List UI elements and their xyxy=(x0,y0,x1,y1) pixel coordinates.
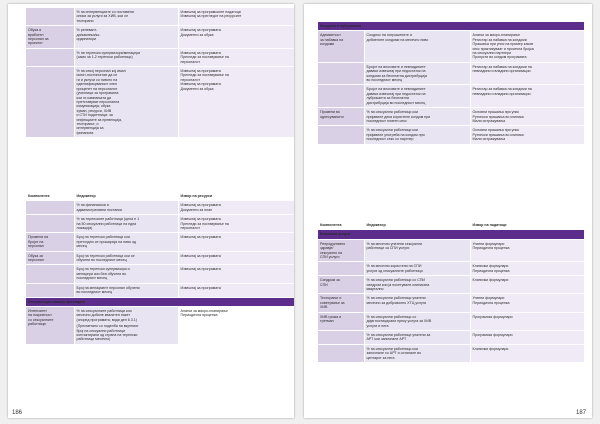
cell-line: Периодична проценка xyxy=(472,300,510,305)
cell-line: ХИВ грижа и xyxy=(320,314,342,319)
cell-line: Документи за обука xyxy=(180,32,214,37)
source-cell xyxy=(178,283,294,297)
cell-line: услуги и нега xyxy=(366,323,389,328)
right-clinical-table xyxy=(318,221,585,363)
cell-line: за набавка на xyxy=(320,37,344,42)
cell-line: претставуват персонална xyxy=(76,99,120,104)
cell-line: Регистар за набавка на кондоми xyxy=(472,37,527,42)
cell-line: Рутински прашања во клиника xyxy=(472,132,524,137)
cell-line: Извештај за програмата xyxy=(180,82,221,87)
cell-line: локација) xyxy=(76,226,93,231)
header-source: Извор на ресурси xyxy=(178,192,294,201)
cell-line: Извештај за програмата xyxy=(180,253,221,258)
cell-line: дијагностицирани преку услуга за ХИВ xyxy=(366,319,432,324)
component-cell xyxy=(318,126,364,144)
cell-line: Прашања при унос на пример каков xyxy=(472,42,533,47)
page-number-right: 187 xyxy=(575,410,586,416)
component-cell xyxy=(318,108,364,126)
table-row xyxy=(318,108,584,126)
cell-line: последниот платен секс xyxy=(366,118,407,123)
section-header-peer xyxy=(26,297,294,306)
table-row xyxy=(318,344,584,362)
cell-line: синдром кои ја посетувале клиниката xyxy=(366,282,430,287)
source-cell xyxy=(178,306,294,344)
cell-line: Основни прашања при упис xyxy=(472,110,520,115)
cell-line: инфекциите за превенција, xyxy=(76,117,122,122)
source-cell xyxy=(470,108,584,126)
cell-line: во последниот месец xyxy=(366,78,403,83)
source-cell xyxy=(470,126,584,144)
cell-line: број на сексуални работници xyxy=(76,328,126,333)
cell-line: пријавиле употреба на кондом при xyxy=(366,132,425,137)
table-row xyxy=(318,62,584,85)
cell-line: работници за СПИ услуги xyxy=(366,246,410,251)
indicator-cell xyxy=(74,265,178,283)
indicator-cell xyxy=(74,306,178,344)
cell-line: невладини и владини организации xyxy=(472,91,531,96)
cell-line: Програмски формулари xyxy=(472,332,513,337)
cell-line: ХИВ xyxy=(320,305,328,310)
header-component: Компонента xyxy=(318,221,364,230)
component-cell xyxy=(318,344,364,362)
cell-line: проценет на персоналот xyxy=(76,86,118,91)
cell-line: последниот секс со партнер xyxy=(366,137,414,142)
left-top-table xyxy=(26,8,294,138)
cell-line: Бројот на влоговите и невладините xyxy=(366,87,426,92)
source-cell xyxy=(470,31,584,62)
cell-line: Адекватност xyxy=(320,33,341,38)
cell-line: Извештај за програмата xyxy=(180,267,221,272)
cell-line: Број на теренски работници кои xyxy=(76,235,130,240)
table-row xyxy=(318,262,584,276)
table-row xyxy=(26,233,294,251)
cell-line: (според програмата, види дел 6.3.1) xyxy=(76,317,137,322)
cell-line: работници xyxy=(28,322,46,327)
table-row xyxy=(26,265,294,283)
header-indicator: Индикатор xyxy=(74,192,178,201)
cell-line: Упатни формулари xyxy=(472,241,505,246)
cell-line: Клинички формулари xyxy=(472,278,509,283)
cell-line: на сексуални партнери xyxy=(472,51,512,56)
table-row xyxy=(318,294,584,312)
header-indicator: Индикатор xyxy=(364,221,470,230)
table-row xyxy=(26,283,294,297)
cell-line: кои ги кампањата да xyxy=(76,95,112,100)
cell-line: третман xyxy=(320,319,334,324)
indicator-cell xyxy=(364,108,470,126)
source-cell xyxy=(470,312,584,330)
cell-line: со сексуалните xyxy=(28,317,54,322)
source-cell xyxy=(178,48,294,66)
indicator-cell xyxy=(74,283,178,297)
cell-line: интервенција за xyxy=(76,126,104,131)
cell-line: Промена на xyxy=(28,235,49,240)
source-cell xyxy=(178,26,294,49)
cell-line: Периодична проценка xyxy=(472,246,510,251)
cell-line: (само за 1-2 теренски работници) xyxy=(76,55,133,60)
cell-line: АРТ кои започнале АРТ xyxy=(366,337,407,342)
indicator-cell xyxy=(364,85,470,108)
cell-line: Документи за план xyxy=(180,207,213,212)
source-cell xyxy=(470,344,584,362)
cell-line: испит-постипогнат да се xyxy=(76,73,118,78)
cell-line: Клинички формулари xyxy=(472,346,509,351)
cell-line: бројот на xyxy=(28,239,44,244)
cell-line: % на интервенциите со поставени xyxy=(76,10,134,14)
indicator-cell xyxy=(364,330,470,344)
table-row xyxy=(318,330,584,344)
cell-line: Регистар за набавка на кондоми на xyxy=(472,64,532,69)
cell-line: на 50 сексуални работници на една xyxy=(76,221,137,226)
cell-line: менаџери кои беа обучени во xyxy=(76,271,127,276)
cell-line: Клинички формулари xyxy=(472,264,509,269)
component-cell xyxy=(318,85,364,108)
cell-line: % на сексуалните работници кои xyxy=(76,308,132,313)
table-row xyxy=(318,126,584,144)
cell-line: давачи извештај при недостаток на xyxy=(366,91,426,96)
cell-line: Интензитет xyxy=(28,308,47,313)
cell-line: персоналот xyxy=(180,77,200,82)
cell-line: СПИ xyxy=(320,282,328,287)
component-cell xyxy=(26,48,74,66)
component-cell xyxy=(26,215,74,233)
cell-line: давачи извештај при недостаток на xyxy=(366,69,426,74)
cell-line: месечно добиле квалитен пакет xyxy=(76,313,130,318)
table-row xyxy=(318,239,584,262)
component-cell xyxy=(26,283,74,297)
component-cell xyxy=(26,201,74,215)
cell-line: персоналот xyxy=(180,59,200,64)
indicator-cell xyxy=(364,276,470,294)
cell-line: % на сексуални работници со СПИ xyxy=(366,278,425,283)
cell-line: Извештај за програмата xyxy=(180,69,221,74)
cell-line: Основни прашања при упис xyxy=(472,128,520,133)
cell-line: Број на менаџмент персонал обучени xyxy=(76,285,140,290)
cell-line: секс практикуваат и просечна бројка xyxy=(472,46,534,51)
cell-line: Сооднос на потрошените и xyxy=(366,33,412,38)
cell-line: добиените кондоми на месечно ниво xyxy=(366,37,429,42)
source-cell xyxy=(470,62,584,85)
cell-line: Тестирање и xyxy=(320,296,342,301)
table-row xyxy=(26,306,294,344)
table-row xyxy=(26,48,294,66)
left-table-header xyxy=(26,192,294,201)
indicator-cell xyxy=(74,26,178,49)
table-row xyxy=(318,85,584,108)
indicator-cell xyxy=(364,344,470,362)
table-row xyxy=(26,251,294,265)
component-cell xyxy=(26,306,74,344)
cell-line: Мали истражувања xyxy=(472,137,506,142)
cell-line: кондоми за бесплатна дистрибуција xyxy=(366,73,427,78)
cell-line: Прегледи за поставување на xyxy=(180,221,229,226)
cell-line: Обука и xyxy=(28,28,42,33)
cell-line: % релевант- xyxy=(76,28,98,33)
cell-line: % на сексуални работници кои xyxy=(366,128,419,133)
table-row xyxy=(26,67,294,138)
right-page xyxy=(304,4,592,418)
cell-line: вработен xyxy=(28,32,44,37)
cell-line: Рутински прашања во клиника xyxy=(472,114,524,119)
indicator-cell xyxy=(364,126,470,144)
indicator-cell xyxy=(74,67,178,138)
indicator-cell xyxy=(74,251,178,265)
cell-line: % на теренските работници (цела е 1 xyxy=(76,217,140,222)
indicator-cell xyxy=(364,294,470,312)
cell-line: Извештај за програмата xyxy=(180,235,221,240)
cell-line: Алатки за микро-планирање xyxy=(472,33,520,38)
cell-line: услуги од сексуалните работници xyxy=(366,268,423,273)
component-cell xyxy=(318,312,364,330)
cell-line: месец xyxy=(76,244,87,249)
indicator-cell xyxy=(364,312,470,330)
cell-line: комуникација; обука xyxy=(76,104,111,109)
indicator-cell xyxy=(74,201,178,215)
cell-line: Периодична проценка xyxy=(180,313,218,318)
table-row xyxy=(26,26,294,49)
cell-line: дистрибуција во последниот месец xyxy=(366,100,426,105)
cell-line: персонал xyxy=(28,244,44,249)
cell-line: финансии. xyxy=(76,130,95,135)
cell-line: Извештај за програмата xyxy=(180,285,221,290)
component-cell xyxy=(318,239,364,262)
cell-line: % на сексуални работници кои xyxy=(366,346,419,351)
table-row xyxy=(318,312,584,330)
indicator-cell xyxy=(74,48,178,66)
indicator-cell xyxy=(364,239,470,262)
cell-line: % на сексуални работници со xyxy=(366,314,417,319)
cell-line: Програмски формулари xyxy=(472,314,513,319)
cell-line: претходно се проширија на ниво од xyxy=(76,239,137,244)
cell-line: квартално xyxy=(366,287,384,292)
cell-line: % на месечно упатени сексуални xyxy=(366,241,422,246)
indicator-cell xyxy=(364,62,470,85)
cell-line: ди/кампњи/ко- xyxy=(76,32,101,37)
cell-line: последниот месец xyxy=(76,276,108,281)
source-cell xyxy=(470,239,584,262)
cell-line: Број на теренски супервизори и xyxy=(76,267,130,272)
cell-line: Обука за xyxy=(28,253,43,258)
right-table-header xyxy=(318,221,584,230)
cell-line: Документи за обука xyxy=(180,86,214,91)
page-number-left: 186 xyxy=(12,410,23,416)
cell-line: (учесници за програмата: xyxy=(76,91,120,96)
source-cell xyxy=(178,251,294,265)
cell-line: работници месечно) xyxy=(76,337,111,342)
cell-line: Извештај за програмата xyxy=(180,217,221,222)
cell-line: % на сексуални работници упатени за xyxy=(366,332,431,337)
cell-line: Синдром за xyxy=(320,278,340,283)
section-title: Интервенции помеѓу врсниците xyxy=(26,297,294,306)
component-cell xyxy=(318,31,364,62)
source-cell xyxy=(178,67,294,138)
cell-line: описи за услуги за ХИВ, кои се xyxy=(76,14,129,19)
cell-line: советување за xyxy=(320,300,345,305)
cell-line: персоналот xyxy=(180,226,200,231)
left-indicator-table xyxy=(26,192,294,345)
cell-line: % на сексуални работници кои xyxy=(366,110,419,115)
cell-line: на покриеност xyxy=(28,313,52,318)
component-cell xyxy=(318,276,364,294)
component-cell xyxy=(26,8,74,26)
section-header-condoms xyxy=(318,22,584,31)
indicator-cell xyxy=(74,215,178,233)
cell-line: пријавиле дека користеле кондом при xyxy=(366,114,431,119)
cell-line: Извештај за програмските податоци xyxy=(180,10,241,14)
cell-line: ги и уклучи со нивото на xyxy=(76,77,118,82)
component-cell xyxy=(26,251,74,265)
cell-line: персонал xyxy=(28,258,44,263)
table-row xyxy=(26,215,294,233)
cell-line: Мали истражувања xyxy=(472,118,506,123)
cell-line: контактирани од страна на теренски xyxy=(76,332,138,337)
source-cell xyxy=(178,201,294,215)
cell-line: месечно за доброволно ХТЦ услуги xyxy=(366,300,427,305)
table-row xyxy=(318,276,584,294)
component-cell xyxy=(26,67,74,138)
section-title: Клинички услуги xyxy=(318,230,584,239)
component-cell xyxy=(318,294,364,312)
cell-line: Регистар за набавка на кондоми на xyxy=(472,87,532,92)
cell-line: лубриканти за бесплатна xyxy=(366,96,409,101)
cell-line: Алатки за микро-планирање xyxy=(180,308,228,313)
indicator-cell xyxy=(74,8,178,26)
cell-line: обучени во последниот месец xyxy=(76,258,127,263)
cell-line: започнале со АРТ и останале во xyxy=(366,351,421,356)
cell-line: % на теренски супервизори/менаџери xyxy=(76,50,141,55)
component-cell xyxy=(318,330,364,344)
cell-line: ординатори xyxy=(76,37,97,42)
cell-line: центарот за нега xyxy=(366,355,395,360)
right-condoms-table xyxy=(318,22,585,145)
cell-line: Пропусти во кондом програмата xyxy=(472,55,527,60)
component-cell xyxy=(26,265,74,283)
cell-line: Упатни формулари xyxy=(472,296,505,301)
cell-line: административни постапки xyxy=(76,207,122,212)
table-row xyxy=(26,201,294,215)
indicator-cell xyxy=(74,233,178,251)
source-cell xyxy=(470,330,584,344)
source-cell xyxy=(178,8,294,26)
source-cell xyxy=(470,85,584,108)
source-cell xyxy=(470,294,584,312)
cell-line: Прегледи за поставување на xyxy=(180,55,229,60)
cell-line: Бројот на влоговите и невладините xyxy=(366,64,426,69)
cell-line: персонал за xyxy=(28,37,49,42)
header-source: Извор на податоци xyxy=(470,221,584,230)
cell-line: % на финансиски и xyxy=(76,203,109,208)
cell-line: тестирање, и xyxy=(76,121,99,126)
source-cell xyxy=(470,276,584,294)
table-row xyxy=(318,31,584,62)
cell-line: Периодична проценка xyxy=(472,268,510,273)
cell-line: хуман, ресурси, ХИВ xyxy=(76,108,112,113)
cell-line: кондоми xyxy=(320,42,335,47)
cell-line: во последниот месец xyxy=(76,290,113,295)
cell-line: % на секој персонал кој имал xyxy=(76,69,126,74)
component-cell xyxy=(318,262,364,276)
source-cell xyxy=(178,215,294,233)
left-page xyxy=(8,4,294,418)
cell-line: Промени во xyxy=(320,110,340,115)
cell-line: Извештај за програмата xyxy=(180,28,221,33)
cell-line: тестирани xyxy=(76,18,94,23)
cell-line: однесувањето xyxy=(320,114,344,119)
indicator-cell xyxy=(364,262,470,276)
cell-line: (Пресметано со поделба на вкупниот xyxy=(76,324,139,329)
header-component: Компонента xyxy=(26,192,74,201)
component-cell xyxy=(26,233,74,251)
component-cell xyxy=(26,26,74,49)
source-cell xyxy=(470,262,584,276)
cell-line: идентификуваниот член xyxy=(76,82,117,87)
cell-line: проектот xyxy=(28,41,43,46)
cell-line: Број на теренски работници кои се xyxy=(76,253,135,258)
section-header-clinical xyxy=(318,230,584,239)
cell-line: Извештај за програмата xyxy=(180,203,221,208)
cell-line: СПИ услуги xyxy=(320,255,340,260)
cell-line: сексуално на xyxy=(320,250,343,255)
cell-line: невладини и владини организации xyxy=(472,69,531,74)
table-row xyxy=(26,8,294,26)
cell-line: Репродуктивно xyxy=(320,241,346,246)
cell-line: и СТИ подсетници: за xyxy=(76,113,113,118)
indicator-cell xyxy=(364,31,470,62)
source-cell xyxy=(178,265,294,283)
cell-line: % на сексуални работници упатени xyxy=(366,296,426,301)
section-title: Кондоми и лубриканти xyxy=(318,22,584,31)
cell-line: Извештај за прегледот на ресурсите xyxy=(180,14,242,19)
cell-line: Извештај за програмата xyxy=(180,50,221,55)
source-cell xyxy=(178,233,294,251)
component-cell xyxy=(318,62,364,85)
cell-line: здравје/ xyxy=(320,246,334,251)
cell-line: % на месечно користени на СПИ xyxy=(366,264,422,269)
cell-line: Прегледи за поставување на xyxy=(180,73,229,78)
